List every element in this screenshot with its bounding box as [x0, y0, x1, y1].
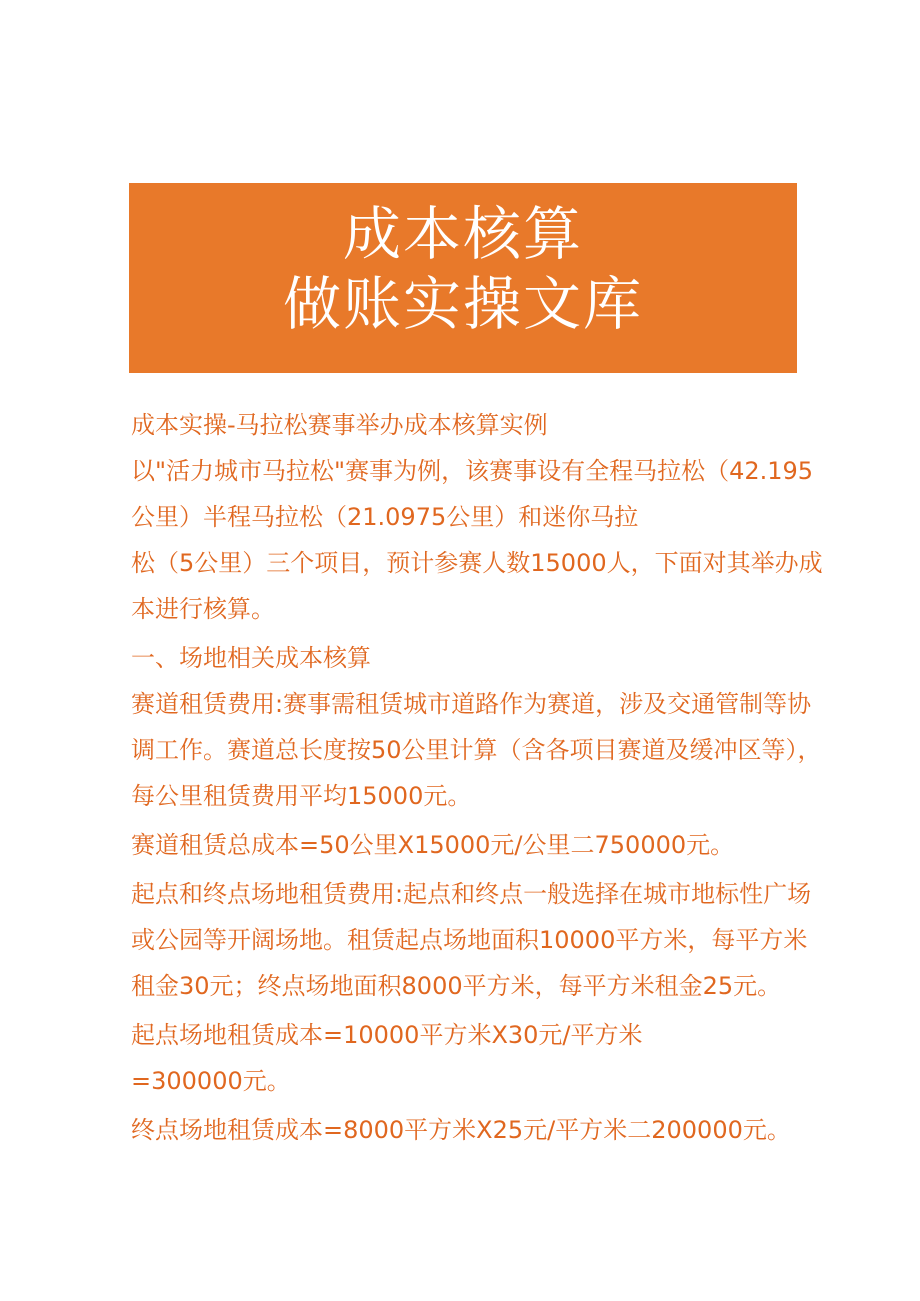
section-heading: 一、场地相关成本核算 [131, 644, 371, 672]
document-body [131, 402, 823, 1153]
paragraph-line: 起点和终点场地租赁费用:起点和终点一般选择在城市地标性广场 [131, 880, 812, 908]
paragraph-line: 本进行核算。 [131, 595, 275, 623]
paragraph-line: 公里）半程马拉松（21.0975公里）和迷你马拉 [131, 503, 639, 531]
banner-title-line-2: 做账实操文库 [282, 270, 643, 338]
paragraph-line: 租金30元；终点场地面积8000平方米，每平方米租金25元。 [131, 972, 782, 1000]
paragraph-line: 以"活力城市马拉松"赛事为例，该赛事设有全程马拉松（42.195 [131, 457, 814, 485]
paragraph-line: 调工作。赛道总长度按50公里计算（含各项目赛道及缓冲区等）， [131, 736, 822, 764]
calculation-line: 终点场地租赁成本=8000平方米X25元/平方米二200000元。 [131, 1116, 791, 1144]
paragraph-line: 赛道租赁费用:赛事需租赁城市道路作为赛道，涉及交通管制等协 [131, 690, 812, 718]
calculation-line: 起点场地租赁成本=10000平方米X30元/平方米 [131, 1021, 643, 1049]
banner-title-line-1: 成本核算 [342, 200, 583, 268]
title-banner [129, 183, 797, 373]
calculation-line: 赛道租赁总成本=50公里X15000元/公里二750000元。 [131, 831, 735, 859]
paragraph-line: 松（5公里）三个项目，预计参赛人数15000人，下面对其举办成 [131, 549, 823, 577]
doc-heading: 成本实操-马拉松赛事举办成本核算实例 [131, 411, 548, 439]
paragraph-line: 或公园等开阔场地。租赁起点场地面积10000平方米，每平方米 [131, 926, 808, 954]
calculation-line: =300000元。 [131, 1067, 291, 1095]
paragraph-line: 每公里租赁费用平均15000元。 [131, 782, 472, 810]
